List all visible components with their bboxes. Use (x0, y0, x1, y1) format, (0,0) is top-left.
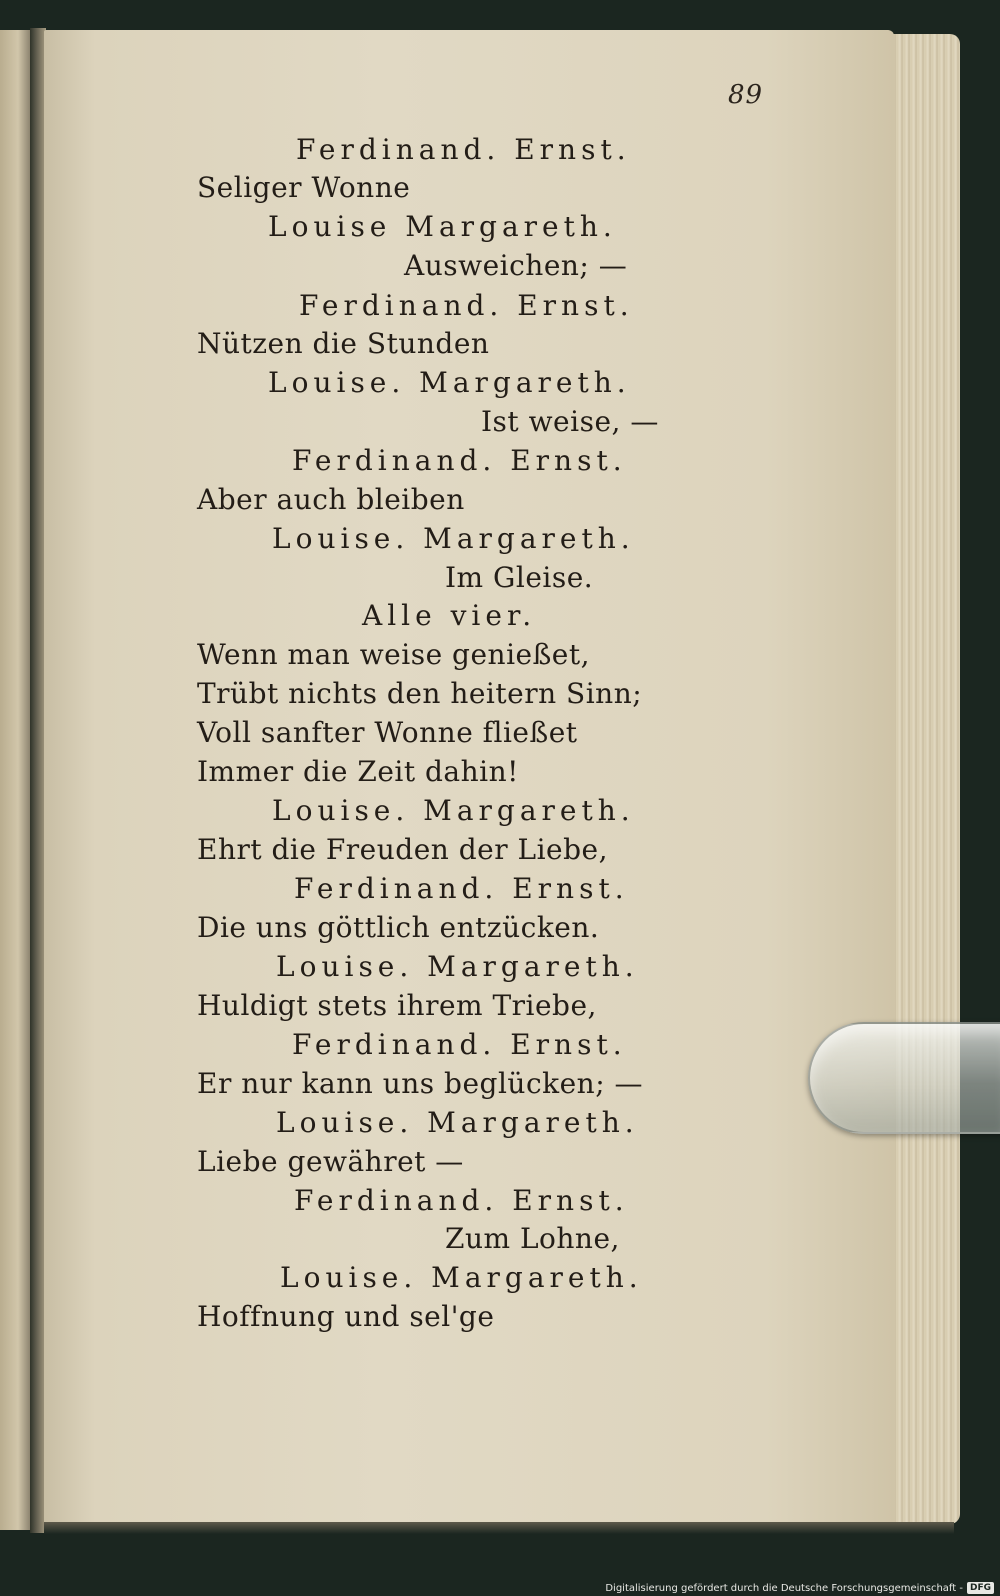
speaker-name: Louise. Margareth. (280, 1261, 643, 1294)
verse-line: Hoffnung und sel'ge (197, 1300, 495, 1333)
speaker-name: Alle vier. (362, 599, 537, 632)
verse-line: Voll sanfter Wonne fließet (197, 716, 578, 749)
verse-line: Nützen die Stunden (197, 327, 490, 360)
verse-line: Trübt nichts den heitern Sinn; (197, 677, 643, 710)
verse-line: Aber auch bleiben (197, 483, 465, 516)
verse-line: Seliger Wonne (197, 171, 411, 204)
verse-line: Im Gleise. (445, 561, 594, 594)
speaker-name: Ferdinand. Ernst. (294, 872, 629, 905)
verse-line: Er nur kann uns beglücken; — (197, 1067, 644, 1100)
bottom-shadow (44, 1522, 954, 1534)
verse-line: Wenn man weise genießet, (197, 638, 591, 671)
speaker-name: Louise. Margareth. (272, 794, 635, 827)
speaker-name: Louise Margareth. (268, 210, 617, 243)
speaker-name: Louise. Margareth. (276, 950, 639, 983)
speaker-name: Louise. Margareth. (268, 366, 631, 399)
speaker-name: Ferdinand. Ernst. (296, 133, 631, 166)
footer-credit (605, 1582, 994, 1594)
verse-line: Die uns göttlich entzücken. (197, 911, 600, 944)
dfg-logo: DFG (967, 1582, 994, 1594)
verse-line: Liebe gewähret — (197, 1145, 464, 1178)
speaker-name: Ferdinand. Ernst. (292, 1028, 627, 1061)
speaker-name: Ferdinand. Ernst. (294, 1184, 629, 1217)
verse-line: Ist weise, — (481, 405, 659, 438)
page-block-edge (890, 34, 960, 1524)
speaker-name: Louise. Margareth. (272, 522, 635, 555)
verse-line: Huldigt stets ihrem Triebe, (197, 989, 597, 1022)
speaker-name: Ferdinand. Ernst. (292, 444, 627, 477)
page-number: 89 (728, 80, 764, 110)
verse-line: Ehrt die Freuden der Liebe, (197, 833, 608, 866)
footer-credit-text: Digitalisierung gefördert durch die Deutsche Forschungsgemeinschaft - (605, 1582, 963, 1594)
verse-line: Ausweichen; — (404, 249, 628, 282)
verse-line: Immer die Zeit dahin! (197, 755, 519, 788)
speaker-name: Ferdinand. Ernst. (299, 289, 634, 322)
verse-line: Zum Lohne, (445, 1222, 620, 1255)
glass-page-weight (808, 1022, 1000, 1134)
left-page-edge (0, 30, 30, 1530)
speaker-name: Louise. Margareth. (276, 1106, 639, 1139)
